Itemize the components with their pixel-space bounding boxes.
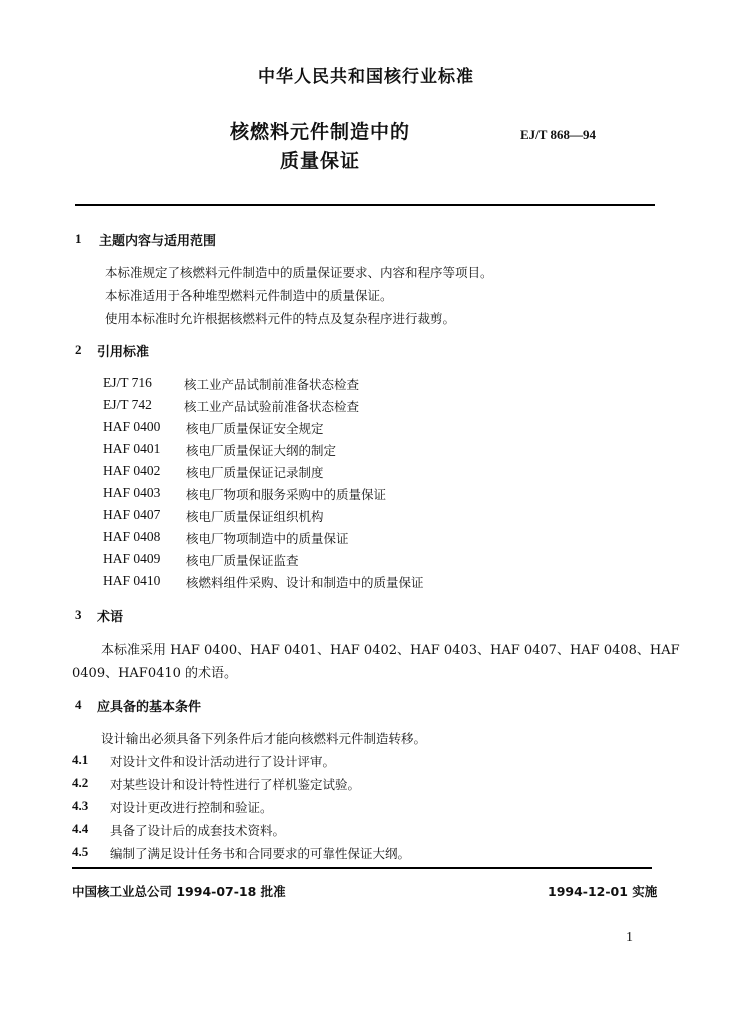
section-3-paragraph-continued: 0409、HAF0410 的术语。 — [72, 666, 238, 681]
page-number: 1 — [626, 930, 633, 945]
condition-text: 对设计更改进行控制和验证。 — [110, 800, 273, 815]
section-4-intro: 设计输出必须具备下列条件后才能向核燃料元件制造转移。 — [101, 731, 427, 746]
section-1-paragraph: 使用本标准时允许根据核燃料元件的特点及复杂程序进行裁剪。 — [105, 311, 456, 326]
reference-code: HAF 0407 — [103, 507, 161, 522]
reference-title: 核电厂质量保证监查 — [186, 553, 299, 568]
condition-text: 对设计文件和设计活动进行了设计评审。 — [110, 754, 336, 769]
condition-number: 4.5 — [72, 844, 89, 859]
reference-code: HAF 0400 — [103, 419, 161, 434]
section-3-title: 术语 — [97, 610, 124, 625]
reference-title: 核工业产品试制前准备状态检查 — [184, 377, 360, 392]
document-title-line1: 核燃料元件制造中的 — [229, 121, 410, 143]
condition-text: 编制了满足设计任务书和合同要求的可靠性保证大纲。 — [110, 846, 411, 861]
reference-code: HAF 0409 — [103, 551, 161, 566]
condition-number: 4.1 — [72, 752, 89, 767]
condition-number: 4.2 — [72, 775, 89, 790]
section-3-number: 3 — [75, 607, 82, 622]
condition-number: 4.4 — [72, 821, 89, 836]
section-2-title: 引用标准 — [97, 345, 150, 360]
reference-code: HAF 0402 — [103, 463, 161, 478]
standard-code: EJ/T 868—94 — [520, 127, 596, 142]
section-1-paragraph: 本标准适用于各种堆型燃料元件制造中的质量保证。 — [105, 288, 393, 303]
section-3-paragraph: 本标准采用 HAF 0400、HAF 0401、HAF 0402、HAF 0403、HAF 0407、HAF 0408、HAF — [101, 643, 680, 658]
section-1-paragraph: 本标准规定了核燃料元件制造中的质量保证要求、内容和程序等项目。 — [105, 265, 493, 280]
reference-title: 核电厂质量保证组织机构 — [186, 509, 324, 524]
reference-code: HAF 0408 — [103, 529, 161, 544]
header-divider — [75, 204, 655, 206]
reference-title: 核工业产品试验前准备状态检查 — [184, 399, 360, 414]
reference-title: 核燃料组件采购、设计和制造中的质量保证 — [186, 575, 424, 590]
standard-type-heading: 中华人民共和国核行业标准 — [258, 67, 474, 87]
condition-text: 具备了设计后的成套技术资料。 — [110, 823, 286, 838]
reference-title: 核电厂质量保证安全规定 — [186, 421, 324, 436]
section-4-title: 应具备的基本条件 — [97, 700, 202, 715]
reference-code: EJ/T 742 — [103, 397, 152, 412]
reference-code: HAF 0410 — [103, 573, 161, 588]
reference-code: HAF 0401 — [103, 441, 161, 456]
approval-statement: 中国核工业总公司 1994-07-18 批准 — [72, 884, 286, 899]
reference-title: 核电厂质量保证大纲的制定 — [186, 443, 337, 458]
condition-number: 4.3 — [72, 798, 89, 813]
condition-text: 对某些设计和设计特性进行了样机鉴定试验。 — [110, 777, 361, 792]
reference-code: EJ/T 716 — [103, 375, 152, 390]
section-4-number: 4 — [75, 697, 82, 712]
reference-title: 核电厂物项制造中的质量保证 — [186, 531, 349, 546]
section-1-number: 1 — [75, 231, 82, 246]
footer-divider — [72, 867, 652, 869]
effective-date: 1994-12-01 实施 — [548, 884, 658, 899]
document-title-line2: 质量保证 — [279, 150, 360, 172]
reference-title: 核电厂物项和服务采购中的质量保证 — [186, 487, 387, 502]
reference-title: 核电厂质量保证记录制度 — [186, 465, 324, 480]
section-2-number: 2 — [75, 342, 82, 357]
reference-code: HAF 0403 — [103, 485, 161, 500]
section-1-title: 主题内容与适用范围 — [99, 234, 217, 249]
